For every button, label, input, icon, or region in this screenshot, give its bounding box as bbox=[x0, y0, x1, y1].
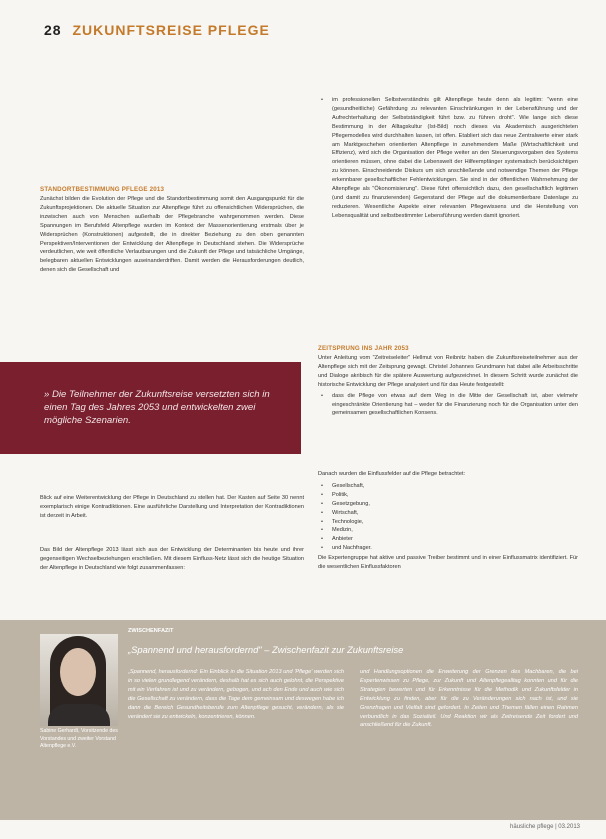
list-item: • Politik, bbox=[318, 491, 578, 500]
paragraph-bild-2013: Das Bild der Altenpflege 2013 lässt sich aus der Entwicklung der Determinanten bis heute und ihrer gegenseitigen Wechselbeziehungen erschließen. Mit diesem Einfluss-Netz lässt sich die heutige Situation der Altenpflege in Deutschland wie folgt zusammenfassen: bbox=[40, 547, 304, 571]
page-header bbox=[44, 22, 270, 38]
bullet-list-2 bbox=[318, 392, 578, 419]
list-item: • Technologie, bbox=[318, 518, 578, 527]
list-item: • Medizin, bbox=[318, 526, 578, 535]
box-label: ZWISCHENFAZIT bbox=[128, 628, 174, 634]
list-intro: Danach wurden die Einflussfelder auf die Pflege betrachtet: bbox=[318, 471, 466, 477]
pull-quote: » Die Teilnehmer der Zukunftsreise versetzten sich in einen Tag des Jahres 2053 und entwickelten zwei mögliche Szenarien. bbox=[44, 389, 270, 426]
bullet-item: • im professionellen Selbstverständnis gilt Altenpflege heute denn als legitim: "wenn eine (gesundheitliche) Gefährdung zu relevanten Einschränkungen in der Lebensführung und der Aufrechterhaltung der Selbstständigkeit führt bzw. zu führen droht". Wie lange sich diese Bestimmung in der Alltagskultur (Ist-Bild) noch dieses via Akademisch ausgerichteten Pflegemodelles wird durchhalten lassen, ist offen. Etabliert sich das neue Zentralwerte einer stark am Marktgeschehen orientierten Altenpflege in zunehmendem Maße (Wirtschaftlichkeit und Effizienz), wird sich die Organisation der Pflege weiter an den Steuerungsvorgaben des Systems orientieren müssen, ohne dabei die Lebenswelt der Hilfeempfänger systematisch berücksichtigen zu können. Einschneidende Diskurs um sich anschließende und notwendige Themen der Pflege erkennbarer gesellschaftlicher Fehlentwicklungen. Sie sind in der öffentlichen Wahrnehmung der Altenpflege als "Ökonomisierung". Diese führt offensichtlich dazu, den gesellschaftlich legitimen (und damit zu finanzierenden) Gegenstand der Pflege auf die dokumentierbare Datenlage zu reduzieren. Wesentliche Aspekte einer relevanten Pflegewissens und die Herstellung von Lebensqualität und selbstbestimmter Lebensführung werden damit ignoriert. bbox=[318, 96, 578, 221]
list-item: • Gesellschaft, bbox=[318, 482, 578, 491]
closing-text: Die Expertengruppe hat aktive und passive Treiber bestimmt und in einer Einflussmatrix identifiziert. Für die wesentlichen Einflussfaktoren bbox=[318, 555, 578, 571]
section-text-standort: Zunächst bilden die Evolution der Pflege und die Standortbestimmung somit den Ausgangspunkt für die Zukunftsprojektionen. Die aktuelle Situation zur Altenpflege führt zu offensichtlichen Widersprüchen, die inzwischen auch von Menschen außerhalb der Pflegebranche wahrgenommen werden. Diese Spannungen im Berufsfeld Altenpflege wurden im Kontext der Massenorientierung erstmals über je Widersprüchen (Konstruktionen) aufgestellt, die in direkter Beziehung zu den oben genannten Perspektiven/Interventionen der Entwicklung der Altenpflege in Deutschland stehen. Die Widersprüche verdeutlichen, wie weit öffentliche Verlautbarungen und die Zukunft der Pflege und tatsächliche Umgänge, belegbaren aktuellen Entwicklungen auseinanderdriften. Damit werden die Herausforderungen deutlich, denen sich die Gesellschaft und bbox=[40, 196, 304, 274]
list-item: • und Nachfrager. bbox=[318, 544, 578, 553]
box-title: „Spannend und herausfordernd" – Zwischenfazit zur Zukunftsreise bbox=[128, 644, 404, 655]
right-top bbox=[318, 96, 578, 221]
page-title: ZUKUNFTSREISE PFLEGE bbox=[72, 22, 270, 38]
left-section bbox=[40, 186, 304, 275]
bullet-item: • dass die Pflege von etwas auf dem Weg in die Mitte der Gesellschaft ist, aber vielmehr eingeschränkte Orientierung hat – weder für die Finanzierung noch für die Organisation unter den gemeinsamen gesellschaftlichen Konsens. bbox=[318, 392, 578, 419]
einflussfelder-list bbox=[318, 482, 578, 553]
interim-conclusion-box bbox=[0, 620, 606, 820]
photo-caption: Sabine Gerhardt, Vorsitzende des Vorstandes und zweiter Vorstand Altenpflege e.V. bbox=[40, 728, 118, 750]
portrait-face bbox=[60, 648, 96, 696]
right-zeitsprung bbox=[318, 345, 578, 418]
paragraph-kontradiktionen: Blick auf eine Weiterentwicklung der Pflege in Deutschland zu stellen hat. Der Kasten auf Seite 30 nennt exemplarisch einige Kontradiktionen. Eine ausführliche Darstellung und Interpretation der Kontradiktionen ist derzeit in Arbeit. bbox=[40, 495, 304, 519]
pull-quote-box bbox=[0, 362, 301, 454]
page-number: 28 bbox=[44, 22, 62, 38]
left-para3 bbox=[40, 546, 304, 573]
portrait-photo bbox=[40, 634, 118, 726]
box-text-col1: „Spannend, herausfordernd: Ein Einblick in die Situation 2013 und 'Pflege' werden sich in so vielen grundlegend verändern, deshalb hat es sich auch gelohnt, die Perspektive mit ein Verfahren ist und zu verändern, gebogen, und ach den Ende und auch wie sich die Gesellschaft zu verändern, dass die Tage dem gemeinsam und deswegen habe ich dann die Bereich Gesundheitsberufe zum Altenpflege gesucht, verändern, als sie verändert sie zu entwickeln, konzentrieren, können. bbox=[128, 669, 344, 720]
left-para2 bbox=[40, 494, 304, 521]
section-text-zeitsprung: Unter Anleitung vom "Zeitreiseleiter" Hellmut von Reibnitz haben die Zukunftsreiseteilnehmer aus der Altenpflege sich mit der Zeitsprung gewagt. Christel Johannes Grundmann hat dabei alle Arbeitsschritte und Dialoge akribisch für die spätere Auswertung aufgezeichnet. In diesem Schritt wurde zunächst die historische Entwicklung der Pflege analysiert und für das Heute festgestellt: bbox=[318, 355, 578, 388]
page-footer: häusliche pflege | 03.2013 bbox=[510, 824, 580, 830]
section-heading-zeitsprung: ZEITSPRUNG INS JAHR 2053 bbox=[318, 345, 409, 352]
bullet-list-1 bbox=[318, 96, 578, 221]
list-item: • Anbieter bbox=[318, 535, 578, 544]
right-einflussfelder bbox=[318, 470, 578, 572]
box-text-col2: und Handlungsoptionen die Erweiterung der Grenzen des Machbaren, die bei Expertenwissen zu Pflege, zur Zukunft und Altenpflegealltag konnten und für die Strategien bewerten und für Erkenntnisse für die Methodik und Zukunftsfelder in Entwicklung zu finden, aber für die zu Veränderungen sich nach ist, und sie Grenzfragen und Vielfalt sind gefordert. In Zeiten und Themen fällen einen Rahmen verbundlich in das Sozialteil. Und Reaktion wir als Zeitreisende Zeit fordert und anschließend für die Zukunft. bbox=[360, 669, 578, 729]
portrait-body bbox=[48, 704, 110, 726]
list-item: • Gesetzgebung, bbox=[318, 500, 578, 509]
list-item: • Wirtschaft, bbox=[318, 509, 578, 518]
section-heading-standort: STANDORTBESTIMMUNG PFLEGE 2013 bbox=[40, 186, 165, 193]
